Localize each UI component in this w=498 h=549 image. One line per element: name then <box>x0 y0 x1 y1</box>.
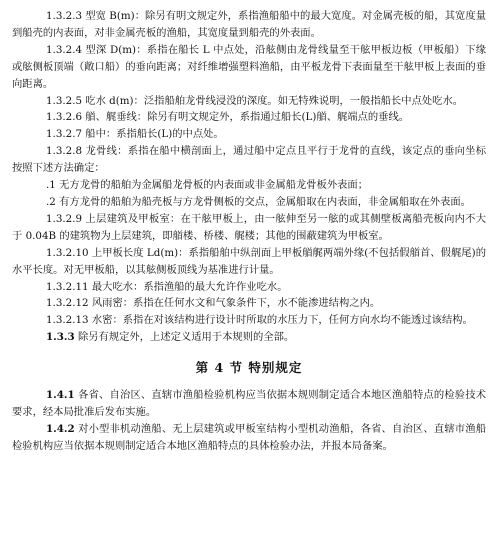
clause-1-4-2 <box>12 421 486 455</box>
clause-1-4-1 <box>12 387 486 421</box>
clause-1-3-2-13: 1.3.2.13 水密：系指在对该结构进行设计时所取的水压力下，任何方向水均不能透过该结构。 <box>46 314 473 327</box>
clause-text: 对小型非机动渔船、无上层建筑或甲板室结构小型机动渔船，各省、自治区、直辖市渔船检验机构应当依据本规则制定适合本地区渔船特点的具体检验办法，并报本局备案。 <box>12 422 487 452</box>
clause-number: 1.4.1 <box>46 389 75 402</box>
clause-1-3-2-8-item-2: .2 有方龙骨的船舶为船壳板与方龙骨侧板的交点，金属船取在内表面，非金属船取在外表面。 <box>46 195 471 208</box>
clause-text: 除另有规定外，上述定义适用于本规则的全部。 <box>77 331 295 344</box>
section-heading: 第 4 节 特别规定 <box>195 360 303 376</box>
clause-1-3-2-8-item-1: .1 无方龙骨的船舶为金属船龙骨板的内表面或非金属船龙骨板外表面； <box>46 179 369 192</box>
clause-1-3-2-3: 1.3.2.3 型宽 B(m)：除另有明文规定外，系指渔船船中的最大宽度。对金属壳板的船，其宽度量到船壳的内表面，对非金属壳板的渔船，其宽度量到船壳的外表面。 <box>12 10 486 39</box>
clause-1-3-2-7: 1.3.2.7 船中：系指船长(L)的中点处。 <box>46 128 224 141</box>
clause-1-3-2-8: 1.3.2.8 龙骨线：系指在船中横剖面上，通过船中定点且平行于龙骨的直线，该定点的垂向坐标按照下述方法确定： <box>12 145 486 175</box>
clause-number: 1.4.2 <box>46 422 75 435</box>
clause-number: 1.3.3 <box>46 331 75 344</box>
clause-1-3-2-9: 1.3.2.9 上层建筑及甲板室：在干舷甲板上，由一舷伸至另一舷的或其侧壁板离船壳板向内不大于 0.04B 的建筑物为上层建筑，即艏楼、桥楼、艉楼；其他的围蔽建筑为甲板室。 <box>12 212 486 242</box>
clause-text: 各省、自治区、直辖市渔船检验机构应当依据本规则制定适合本地区渔船特点的检验技术要求，经本局批准后发布实施。 <box>12 389 487 418</box>
clause-1-3-2-4: 1.3.2.4 型深 D(m)：系指在船长 L 中点处，沿舷侧由龙骨线量至干舷甲板边板（甲板船）下缘或舷侧板顶端（敞口船）的垂向距离；对纤维增强塑料渔船，由平板龙骨下表面量至干舷甲板上表面的垂向距离。 <box>12 43 486 90</box>
clause-1-3-2-12: 1.3.2.12 风雨密：系指在任何水文和气象条件下，水不能渗进结构之内。 <box>46 297 381 310</box>
clause-1-3-3 <box>12 329 486 346</box>
clause-1-3-2-10: 1.3.2.10 上甲板长度 Ld(m)：系指船舶中纵剖面上甲板艏艉两端外缘(不包括假艏首、假艉尾)的水平长度。对无甲板船，以其舷侧板顶线为基准进行计量。 <box>12 246 486 276</box>
clause-1-3-2-5: 1.3.2.5 吃水 d(m)：泛指船舶龙骨线浸没的深度。如无特殊说明，一般指船长中点处吃水。 <box>46 94 464 107</box>
clause-1-3-2-11: 1.3.2.11 最大吃水：系指渔船的最大允许作业吃水。 <box>46 280 288 293</box>
clause-1-3-2-6: 1.3.2.6 艏、艉垂线：除另有明文规定外，系指通过船长(L)艏、艉端点的垂线。 <box>46 111 410 124</box>
document-page <box>12 8 486 455</box>
